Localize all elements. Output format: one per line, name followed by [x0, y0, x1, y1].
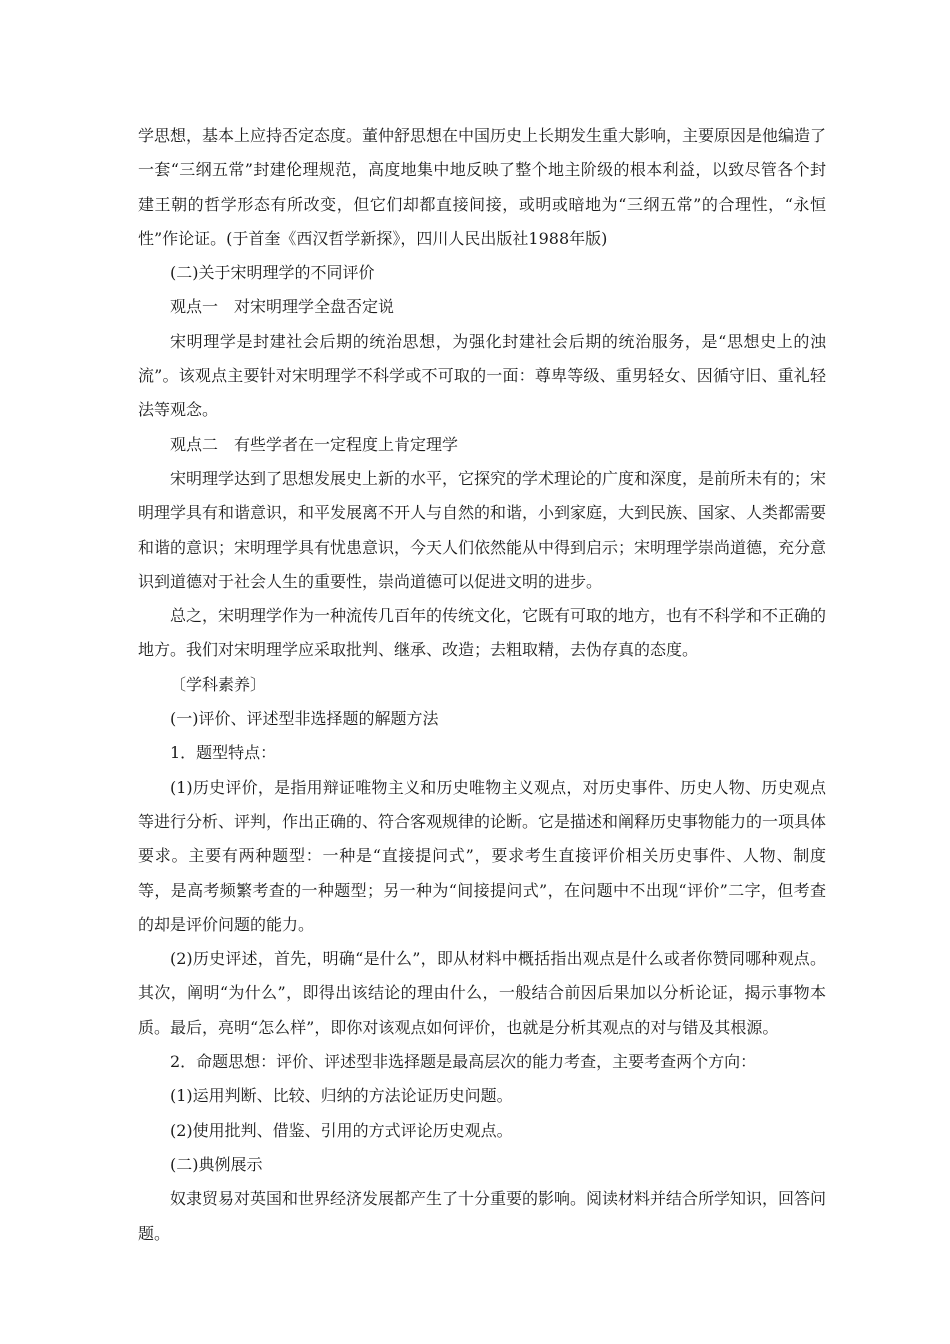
historical-evaluation-paragraph: (1)历史评价，是指用辩证唯物主义和历史唯物主义观点，对历史事件、历史人物、历史观点等进行分析、评判，作出正确的、符合客观规律的论断。它是描述和阐释历史事物能力的一项具体要求。主要有两种题型：一种是“直接提问式”，要求考生直接评价相关历史事件、人物、制度等，是高考频繁考查的一种题型；另一种为“间接提问式”，在问题中不出现“评价”二字，但考查的却是评价问题的能力。	[138, 777, 827, 934]
viewpoint-two-heading: 观点二 有些学者在一定程度上肯定理学	[170, 434, 459, 454]
direction-two-item: (2)使用批判、借鉴、引用的方式评论历史观点。	[170, 1120, 513, 1140]
subject-literacy-heading: 〔学科素养〕	[170, 674, 267, 694]
direction-one-item: (1)运用判断、比较、归纳的方法论证历史问题。	[170, 1086, 513, 1106]
proposition-idea-paragraph: 2．命题思想：评价、评述型非选择题是最高层次的能力考查，主要考查两个方向：	[170, 1052, 757, 1072]
section-heading-song-ming-evaluations: (二)关于宋明理学的不同评价	[170, 263, 375, 283]
slave-trade-prompt: 奴隶贸易对英国和世界经济发展都产生了十分重要的影响。阅读材料并结合所学知识，回答问题。	[138, 1189, 827, 1243]
paragraph-dong-zhongshu-critique: 学思想，基本上应持否定态度。董仲舒思想在中国历史上长期发生重大影响，主要原因是他编造了一套“三纲五常”封建伦理规范，高度地集中地反映了整个地主阶级的根本利益，以致尽管各个封建王朝的哲学形态有所改变，但它们却都直接间接，或明或暗地为“三纲五常”的合理性，“永恒性”作论证。(于首奎《西汉哲学新探》，四川人民出版社1988年版)	[138, 126, 827, 248]
historical-commentary-paragraph: (2)历史评述，首先，明确“是什么”，即从材料中概括指出观点是什么或者你赞同哪种观点。其次，阐明“为什么”，即得出该结论的理由什么，一般结合前因后果加以分析论证，揭示事物本质。最后，亮明“怎么样”，即你对该观点如何评价，也就是分析其观点的对与错及其根源。	[138, 949, 826, 1037]
viewpoint-one-body: 宋明理学是封建社会后期的统治思想，为强化封建社会后期的统治服务，是“思想史上的浊流”。该观点主要针对宋明理学不科学或不可取的一面：尊卑等级、重男轻女、因循守旧、重礼轻法等观念。	[138, 331, 826, 420]
question-type-features-heading: 1．题型特点：	[170, 743, 277, 763]
example-section-heading: (二)典例展示	[170, 1154, 263, 1174]
document-page	[138, 119, 826, 1251]
viewpoint-one-heading: 观点一 对宋明理学全盘否定说	[170, 297, 395, 317]
method-section-heading: (一)评价、评述型非选择题的解题方法	[170, 709, 439, 729]
summary-paragraph: 总之，宋明理学作为一种流传几百年的传统文化，它既有可取的地方，也有不科学和不正确的地方。我们对宋明理学应采取批判、继承、改造；去粗取精，去伪存真的态度。	[138, 606, 827, 660]
viewpoint-two-body: 宋明理学达到了思想发展史上新的水平，它探究的学术理论的广度和深度，是前所未有的；宋明理学具有和谐意识，和平发展离不开人与自然的和谐，小到家庭，大到民族、国家、人类都需要和谐的意识；宋明理学具有忧患意识，今天人们依然能从中得到启示；宋明理学崇尚道德，充分意识到道德对于社会人生的重要性，崇尚道德可以促进文明的进步。	[138, 468, 827, 591]
